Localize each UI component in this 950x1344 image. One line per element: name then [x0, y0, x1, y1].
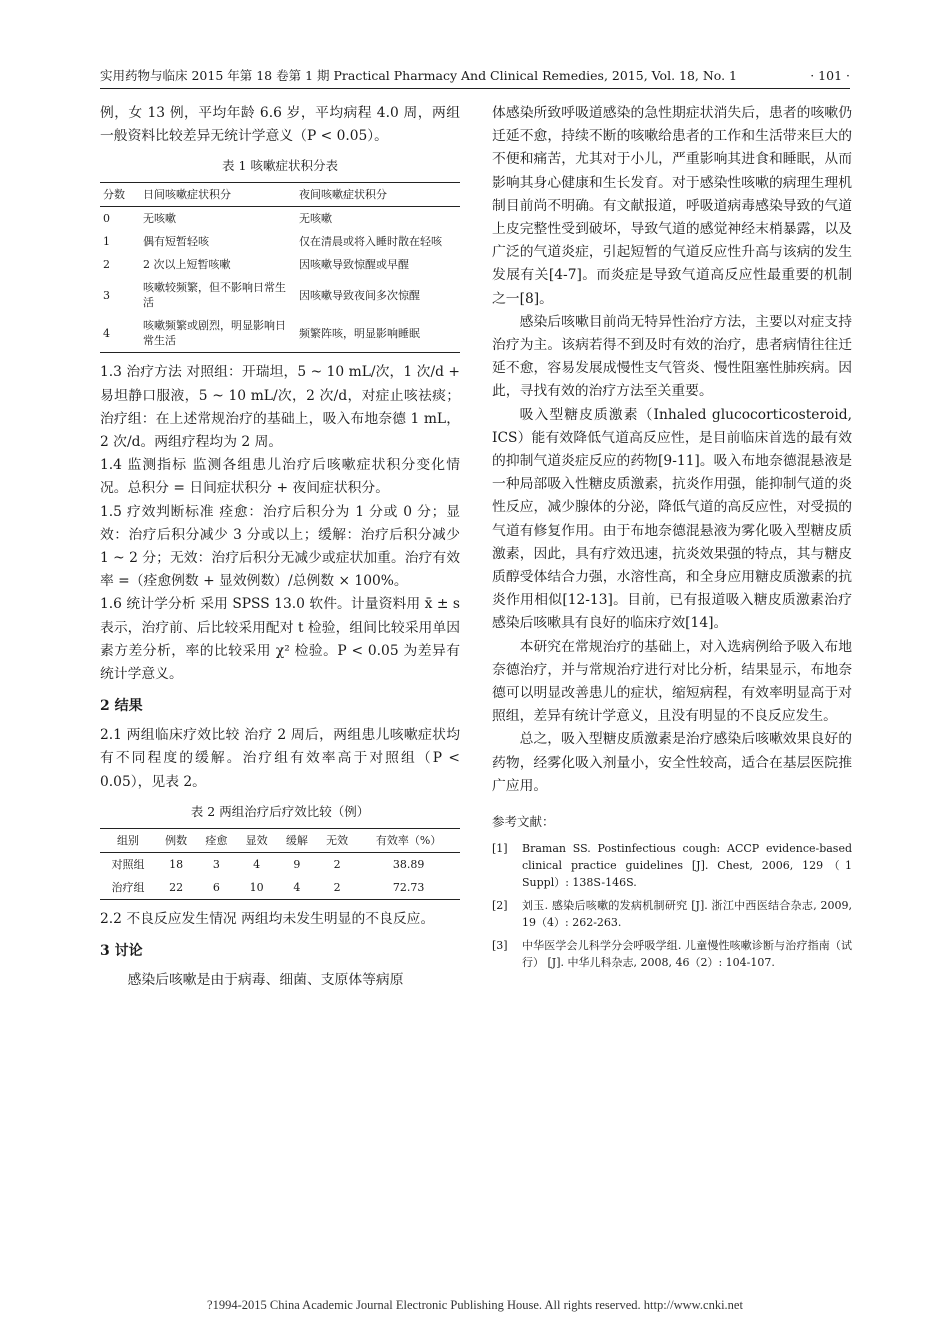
table-cell: 2 次以上短暂咳嗽	[143, 258, 231, 272]
table-cell: 因咳嗽导致惊醒或早醒	[299, 258, 409, 272]
discussion-paragraph: 感染后咳嗽是由于病毒、细菌、支原体等病原	[127, 972, 404, 989]
intro-paragraph: 例，女 13 例，平均年龄 6.6 岁，平均病程 4.0 周，两组一般资料比较差异无统计学意义（P < 0.05）。	[100, 105, 460, 145]
reference-text: Braman SS. Postinfectious cough: ACCP evidence-based clinical practice guidelines [J]. Chest, 2006, 129（1 Suppl）: 138S-146S.	[522, 842, 852, 890]
table-header-row	[100, 183, 460, 207]
table-header-cell: 痊愈	[196, 828, 236, 852]
table-cell: 18	[169, 857, 184, 871]
reference-item	[492, 897, 852, 931]
table-row	[100, 876, 460, 900]
table-cell: 2	[333, 857, 341, 871]
table-cell: 4	[293, 880, 301, 894]
table-cell: 38.89	[392, 857, 425, 871]
table-cell: 6	[212, 880, 220, 894]
table-header-cell: 夜间咳嗽症状积分	[296, 183, 460, 207]
table-cell: 治疗组	[111, 880, 145, 894]
table-header-cell: 日间咳嗽症状积分	[140, 183, 296, 207]
table-cell: 无咳嗽	[299, 212, 332, 226]
table-cell: 频繁阵咳，明显影响睡眠	[299, 326, 420, 340]
table-cell: 咳嗽频繁或剧烈，明显影响日常生活	[143, 319, 286, 348]
table-cell: 2	[333, 880, 341, 894]
reference-text: 刘玉. 感染后咳嗽的发病机制研究 [J]. 浙江中西医结合杂志, 2009, 19（4）: 262-263.	[522, 899, 852, 930]
table2-caption: 表 2 两组治疗后疗效比较（例）	[190, 803, 370, 819]
table-header-cell: 有效率（%）	[357, 828, 460, 852]
section-2-2: 2.2 不良反应发生情况 两组均未发生明显的不良反应。	[100, 910, 435, 927]
right-column	[492, 102, 852, 977]
table-header-cell: 无效	[317, 828, 357, 852]
table-row	[100, 253, 460, 276]
table-cell: 2	[103, 258, 110, 272]
table-cell: 9	[293, 857, 301, 871]
table-header-cell: 分数	[100, 183, 140, 207]
table-cell: 3	[212, 857, 220, 871]
section-1-5: 1.5 疗效判断标准 痊愈：治疗后积分为 1 分或 0 分；显效：治疗后积分减少 3 分或以上；缓解：治疗后积分减少 1 ~ 2 分；无效：治疗后积分无减少或症状加重。治疗有效率 =（痊愈例数 + 显效例数）/总例数 × 100%。	[100, 503, 460, 590]
symptom-score-table	[100, 182, 460, 353]
table-header-cell: 例数	[156, 828, 196, 852]
efficacy-table	[100, 828, 460, 900]
table-row	[100, 230, 460, 253]
table-cell: 0	[103, 212, 110, 226]
discussion-paragraph: 吸入型糖皮质激素（Inhaled glucocorticosteroid, ICS）能有效降低气道高反应性，是目前临床首选的最有效的抑制气道炎症反应的药物[9-11]。吸入布地奈德混悬液是一种局部吸入性糖皮质激素，抗炎作用强，能抑制气道的炎性反应，减少腺体的分泌，降低气道的高反应性，对受损的气道有修复作用。由于布地奈德混悬液为雾化吸入型糖皮质激素，因此，具有疗效迅速，抗炎效果强的特点，其与糖皮质醇受体结合力强，水溶性高，和全身应用糖皮质激素的抗炎作用相似[12-13]。目前，已有报道吸入糖皮质激素治疗感染后咳嗽具有良好的临床疗效[14]。	[492, 406, 852, 632]
conclusion-paragraph: 总之，吸入型糖皮质激素是治疗感染后咳嗽效果良好的药物，经雾化吸入剂量小，安全性较高，适合在基层医院推广应用。	[492, 731, 852, 794]
copyright-footer: ?1994-2015 China Academic Journal Electronic Publishing House. All rights reserved. http://www.cnki.net	[207, 1298, 743, 1312]
table-cell: 因咳嗽导致夜间多次惊醒	[299, 288, 420, 302]
table-header-cell: 组别	[100, 828, 156, 852]
table-header-row	[100, 828, 460, 852]
journal-title: 实用药物与临床 2015 年第 18 卷第 1 期 Practical Pharmacy And Clinical Remedies, 2015, Vol. 18, No. 1	[100, 68, 738, 83]
section-heading-discussion: 3 讨论	[100, 943, 143, 960]
section-1-6: 1.6 统计学分析 采用 SPSS 13.0 软件。计量资料用 x̄ ± s 表示，治疗前、后比较采用配对 t 检验，组间比较采用单因素方差分析，率的比较采用 χ² 检验。P < 0.05 为差异有统计学意义。	[100, 596, 460, 683]
table-header-cell: 显效	[237, 828, 277, 852]
section-2-1: 2.1 两组临床疗效比较 治疗 2 周后，两组患儿咳嗽症状均有不同程度的缓解。治疗组有效率高于对照组（P < 0.05），见表 2。	[100, 727, 460, 790]
page-number: · 101 ·	[810, 68, 850, 83]
table-cell: 偶有短暂轻咳	[143, 235, 209, 249]
discussion-paragraph: 本研究在常规治疗的基础上，对入选病例给予吸入布地奈德治疗，并与常规治疗进行对比分析，结果显示，布地奈德可以明显改善患儿的症状，缩短病程，有效率明显高于对照组，差异有统计学意义，且没有明显的不良反应发生。	[492, 638, 852, 725]
table-cell: 咳嗽较频繁，但不影响日常生活	[143, 281, 286, 310]
table-cell: 10	[249, 880, 264, 894]
table-cell: 对照组	[111, 857, 145, 871]
references-title: 参考文献：	[492, 814, 555, 830]
table-row	[100, 207, 460, 231]
table-cell: 72.73	[392, 880, 425, 894]
reference-text: 中华医学会儿科学分会呼吸学组. 儿童慢性咳嗽诊断与治疗指南（试行） [J]. 中华儿科杂志, 2008, 46（2）: 104-107.	[522, 939, 852, 970]
discussion-continued: 体感染所致呼吸道感染的急性期症状消失后，患者的咳嗽仍迁延不愈，持续不断的咳嗽给患者的工作和生活带来巨大的不便和痛苦，尤其对于小儿，严重影响其进食和睡眠，从而影响其身心健康和生长发育。对于感染性咳嗽的病理生理机制目前尚不明确。有文献报道，呼吸道病毒感染导致的气道上皮完整性受到破坏，导致气道的感觉神经末梢暴露，以及广泛的气道炎症，引起短暂的气道反应性升高与该病的发生发展有关[4-7]。而炎症是导致气道高反应性最重要的机制之一[8]。	[492, 105, 852, 307]
reference-number: [1]	[492, 842, 508, 856]
table-row	[100, 276, 460, 314]
reference-number: [3]	[492, 939, 508, 953]
table-cell: 仅在清晨或将入睡时散在轻咳	[299, 235, 442, 249]
reference-number: [2]	[492, 899, 508, 913]
discussion-paragraph: 感染后咳嗽目前尚无特异性治疗方法，主要以对症支持治疗为主。该病若得不到及时有效的治疗，患者病情往往迁延不愈，容易发展成慢性支气管炎、慢性阻塞性肺疾病。因此，寻找有效的治疗方法至关重要。	[492, 313, 852, 400]
reference-item	[492, 840, 852, 891]
running-header	[100, 64, 850, 89]
table-cell: 22	[169, 880, 184, 894]
table-header-cell: 缓解	[277, 828, 317, 852]
table-cell: 无咳嗽	[143, 212, 176, 226]
section-1-4: 1.4 监测指标 监测各组患儿治疗后咳嗽症状积分变化情况。总积分 = 日间症状积分 + 夜间症状积分。	[100, 457, 460, 497]
table-cell: 4	[253, 857, 261, 871]
section-heading-results: 2 结果	[100, 698, 143, 715]
left-column	[100, 102, 460, 992]
table-row	[100, 852, 460, 876]
table1-caption: 表 1 咳嗽症状积分表	[222, 158, 338, 174]
table-cell: 1	[103, 235, 110, 249]
table-cell: 4	[103, 326, 110, 340]
section-1-3: 1.3 治疗方法 对照组：开瑞坦，5 ~ 10 mL/次，1 次/d + 易坦静口服液，5 ~ 10 mL/次，2 次/d，对症止咳祛痰；治疗组：在上述常规治疗的基础上，吸入布地奈德 1 mL，2 次/d。两组疗程均为 2 周。	[100, 364, 460, 451]
reference-item	[492, 937, 852, 971]
table-cell: 3	[103, 288, 110, 302]
table-row	[100, 314, 460, 353]
